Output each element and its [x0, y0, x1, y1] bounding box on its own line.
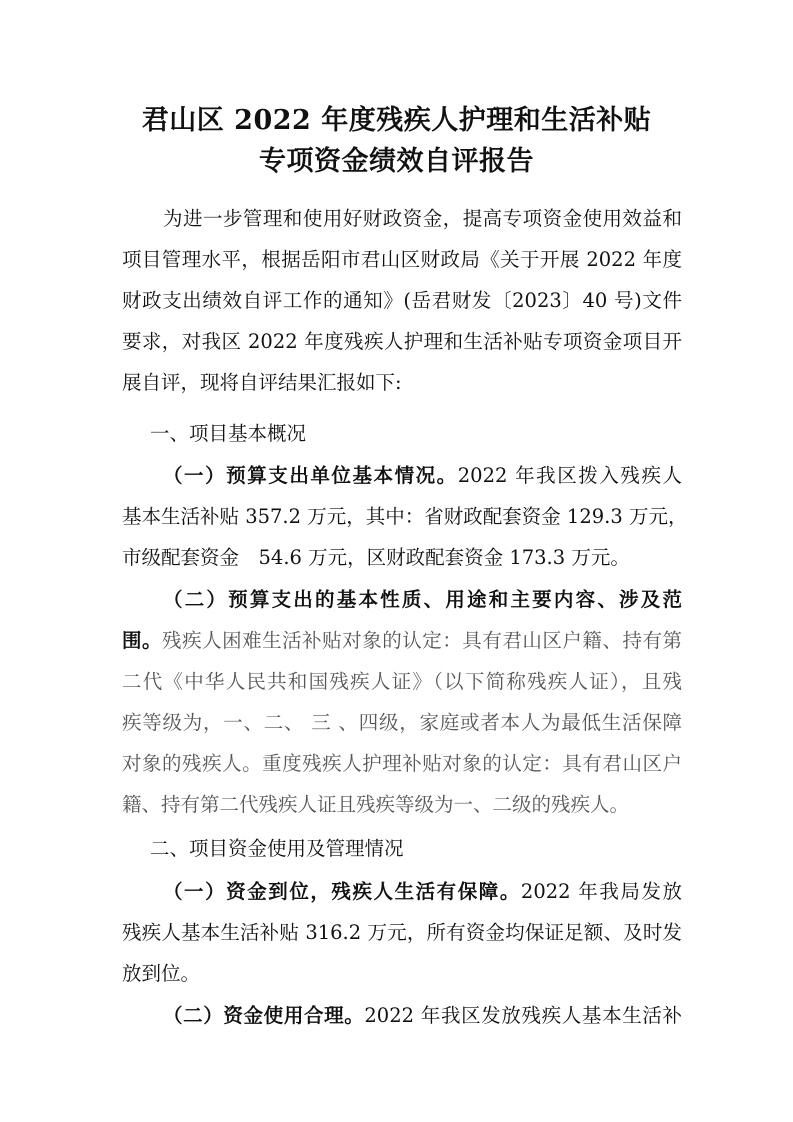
section2-heading: 二、项目资金使用及管理情况 — [150, 837, 404, 860]
section1-p1-line2: 基本生活补贴 357.2 万元，其中：省财政配套资金 129.3 万元， — [122, 505, 688, 528]
section2-p2-bold: （二）资金使用合理。 — [163, 1004, 365, 1027]
document-title-line2: 专项资金绩效自评报告 — [259, 146, 534, 177]
section1-p1-line1 — [163, 460, 682, 488]
section1-p2-line5: 对象的残疾人。重度残疾人护理补贴对象的认定：具有君山区户 — [122, 752, 682, 775]
section1-p1-bold: （一）预算支出单位基本情况。 — [163, 464, 458, 487]
section2-p1-line3: 放到位。 — [122, 962, 201, 985]
intro-line-5: 展自评，现将自评结果汇报如下: — [122, 371, 402, 394]
section1-p2-line1 — [163, 584, 682, 612]
section1-p2-bold-line2: 围。 — [122, 629, 163, 652]
section1-p2-line3: 二代《中华人民共和国残疾人证》（以下简称残疾人证），且残 — [122, 670, 682, 693]
intro-line-4: 要求，对我区 2022 年度残疾人护理和生活补贴专项资金项目开 — [122, 330, 682, 353]
section1-p2-line4: 疾等级为，一、二、 三 、四级，家庭或者本人为最低生活保障 — [122, 711, 682, 734]
section1-p1-line3: 市级配套资金 54.6 万元，区财政配套资金 173.3 万元。 — [122, 546, 630, 569]
section1-p2-bold-line1: （二）预算支出的基本性质、用途和主要内容、涉及范 — [163, 588, 682, 611]
intro-line-3: 财政支出绩效自评工作的通知》(岳君财发〔2023〕40 号)文件 — [122, 289, 682, 312]
section1-p2-line2-rest: 残疾人困难生活补贴对象的认定：具有君山区户籍、持有第 — [162, 629, 682, 652]
section2-p2-line1 — [163, 1000, 682, 1028]
intro-line-2: 项目管理水平，根据岳阳市君山区财政局《关于开展 2022 年度 — [122, 248, 682, 271]
section2-p1-line2: 残疾人基本生活补贴 316.2 万元，所有资金均保证足额、及时发 — [122, 921, 682, 944]
section2-p1-bold: （一）资金到位，残疾人生活有保障。 — [163, 880, 521, 903]
section2-p2-line1-rest: 2022 年我区发放残疾人基本生活补 — [364, 1004, 682, 1027]
intro-line-1: 为进一步管理和使用好财政资金，提高专项资金使用效益和 — [163, 207, 682, 230]
section2-p1-line1 — [163, 876, 682, 904]
section1-p2-line2 — [122, 625, 682, 653]
document-title-line1: 君山区 2022 年度残疾人护理和生活补贴 — [141, 105, 652, 136]
section2-p1-line1-rest: 2022 年我局发放 — [520, 880, 682, 903]
section1-p2-line6: 籍、持有第二代残疾人证且残疾等级为一、二级的残疾人。 — [122, 793, 630, 816]
section1-p1-line1-rest: 2022 年我区拨入残疾人 — [457, 464, 682, 487]
section1-heading: 一、项目基本概况 — [150, 422, 307, 445]
